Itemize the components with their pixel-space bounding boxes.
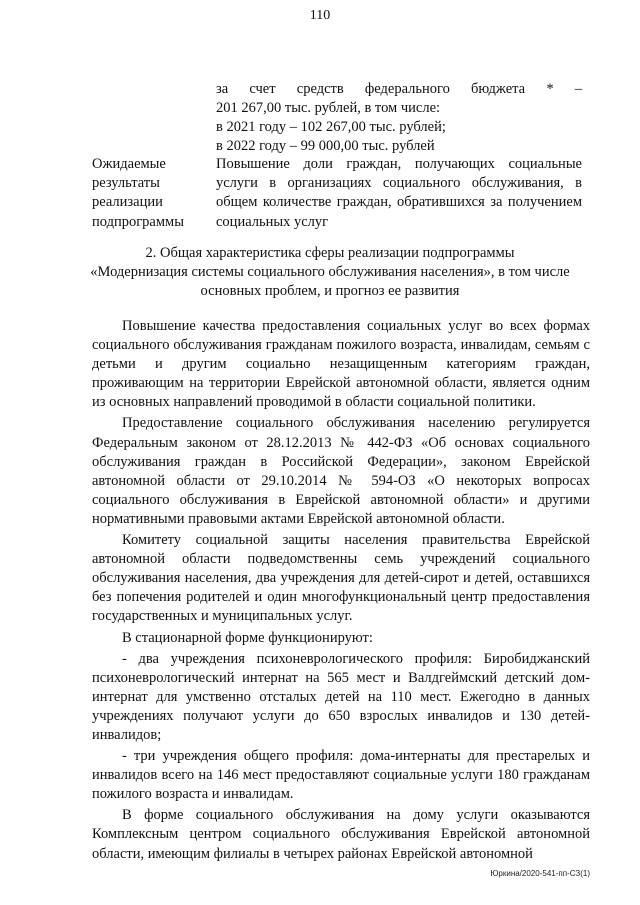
budget-2021: в 2021 году – 102 267,00 тыс. рублей; [216,119,446,135]
budget-asterisk: * [546,81,554,97]
budget-dash: – [574,81,582,97]
budget-word: средств [296,81,344,97]
expected-results-text: Повышение доли граждан, получающих социальные услуги в организациях социального обслуживания, в общем количестве граждан, обратившихся за получением социальных услуг [216,156,582,230]
document-code: Юркина/2020-541-пп-СЗ(1) [490,869,590,878]
budget-word: за [216,81,229,97]
paragraph: Повышение качества предоставления социальных услуг во всех формах социального обслуживания гражданам пожилого возраста, инвалидам, семьям с детьми и другим социально незащищенным категориям граждан, проживающим на территории Еврейской автономной области, является одним из основных направлений проводимой в области социальной политики. [92,318,590,411]
paragraph: В форме социального обслуживания на дому услуги оказываются Комплексным центром социального обслуживания Еврейской автономной области, имеющим филиалы в четырех районах Еврейской автономной [92,807,590,862]
expected-results-label [92,155,210,232]
section-heading [70,244,590,302]
budget-line-1 [216,80,582,99]
paragraph: Предоставление социального обслуживания населению регулируется Федеральным законом от 28.12.2013 № 442-ФЗ «Об основах социального обслуживания граждан в Российской Федерации», законом Еврейской автономной области от 29.10.2014 № 594-ОЗ «О некоторых вопросах социального обслуживания в Еврейской автономной области» и другими нормативными правовыми актами Еврейской автономной области. [92,415,590,527]
budget-2022: в 2022 году – 99 000,00 тыс. рублей [216,138,435,154]
budget-block [216,80,582,156]
paragraph: - три учреждения общего профиля: дома-интернаты для престарелых и инвалидов всего на 146 мест предоставляют социальные услуги 180 гражданам пожилого возраста и инвалидам. [92,748,590,803]
budget-total: 201 267,00 тыс. рублей, в том числе: [216,100,441,116]
heading-line: 2. Общая характеристика сферы реализации подпрограммы [145,245,515,261]
body-text [92,317,590,864]
heading-line: основных проблем, и прогноз ее развития [200,283,460,300]
page-number: 110 [309,8,331,23]
budget-word: федерального [364,81,450,97]
paragraph: - два учреждения психоневрологического профиля: Биробиджанский психоневрологический интернат на 565 мест и Валдгеймский детский дом-интернат для умственно отсталых детей на 110 мест. Ежегодно в данных учреждениях получают услуги до 650 взрослых инвалидов и 130 детей-инвалидов; [92,650,590,743]
paragraph: Комитету социальной защиты населения правительства Еврейской автономной области подведомственны семь учреждений социального обслуживания населения, два учреждения для детей-сирот и детей, оставшихся без попечения родителей и один многофункциональный центр предоставления государственных и муниципальных услуг. [92,532,590,625]
label-line: реализации [92,194,163,211]
budget-word: бюджета [471,81,526,97]
label-line: подпрограммы [92,213,184,230]
label-line: результаты [92,175,160,192]
paragraph: В стационарной форме функционируют: [122,629,373,646]
label-line: Ожидаемые [92,156,166,172]
budget-word: счет [249,81,276,97]
heading-line: «Модернизация системы социального обслуживания населения», в том числе [90,264,570,281]
